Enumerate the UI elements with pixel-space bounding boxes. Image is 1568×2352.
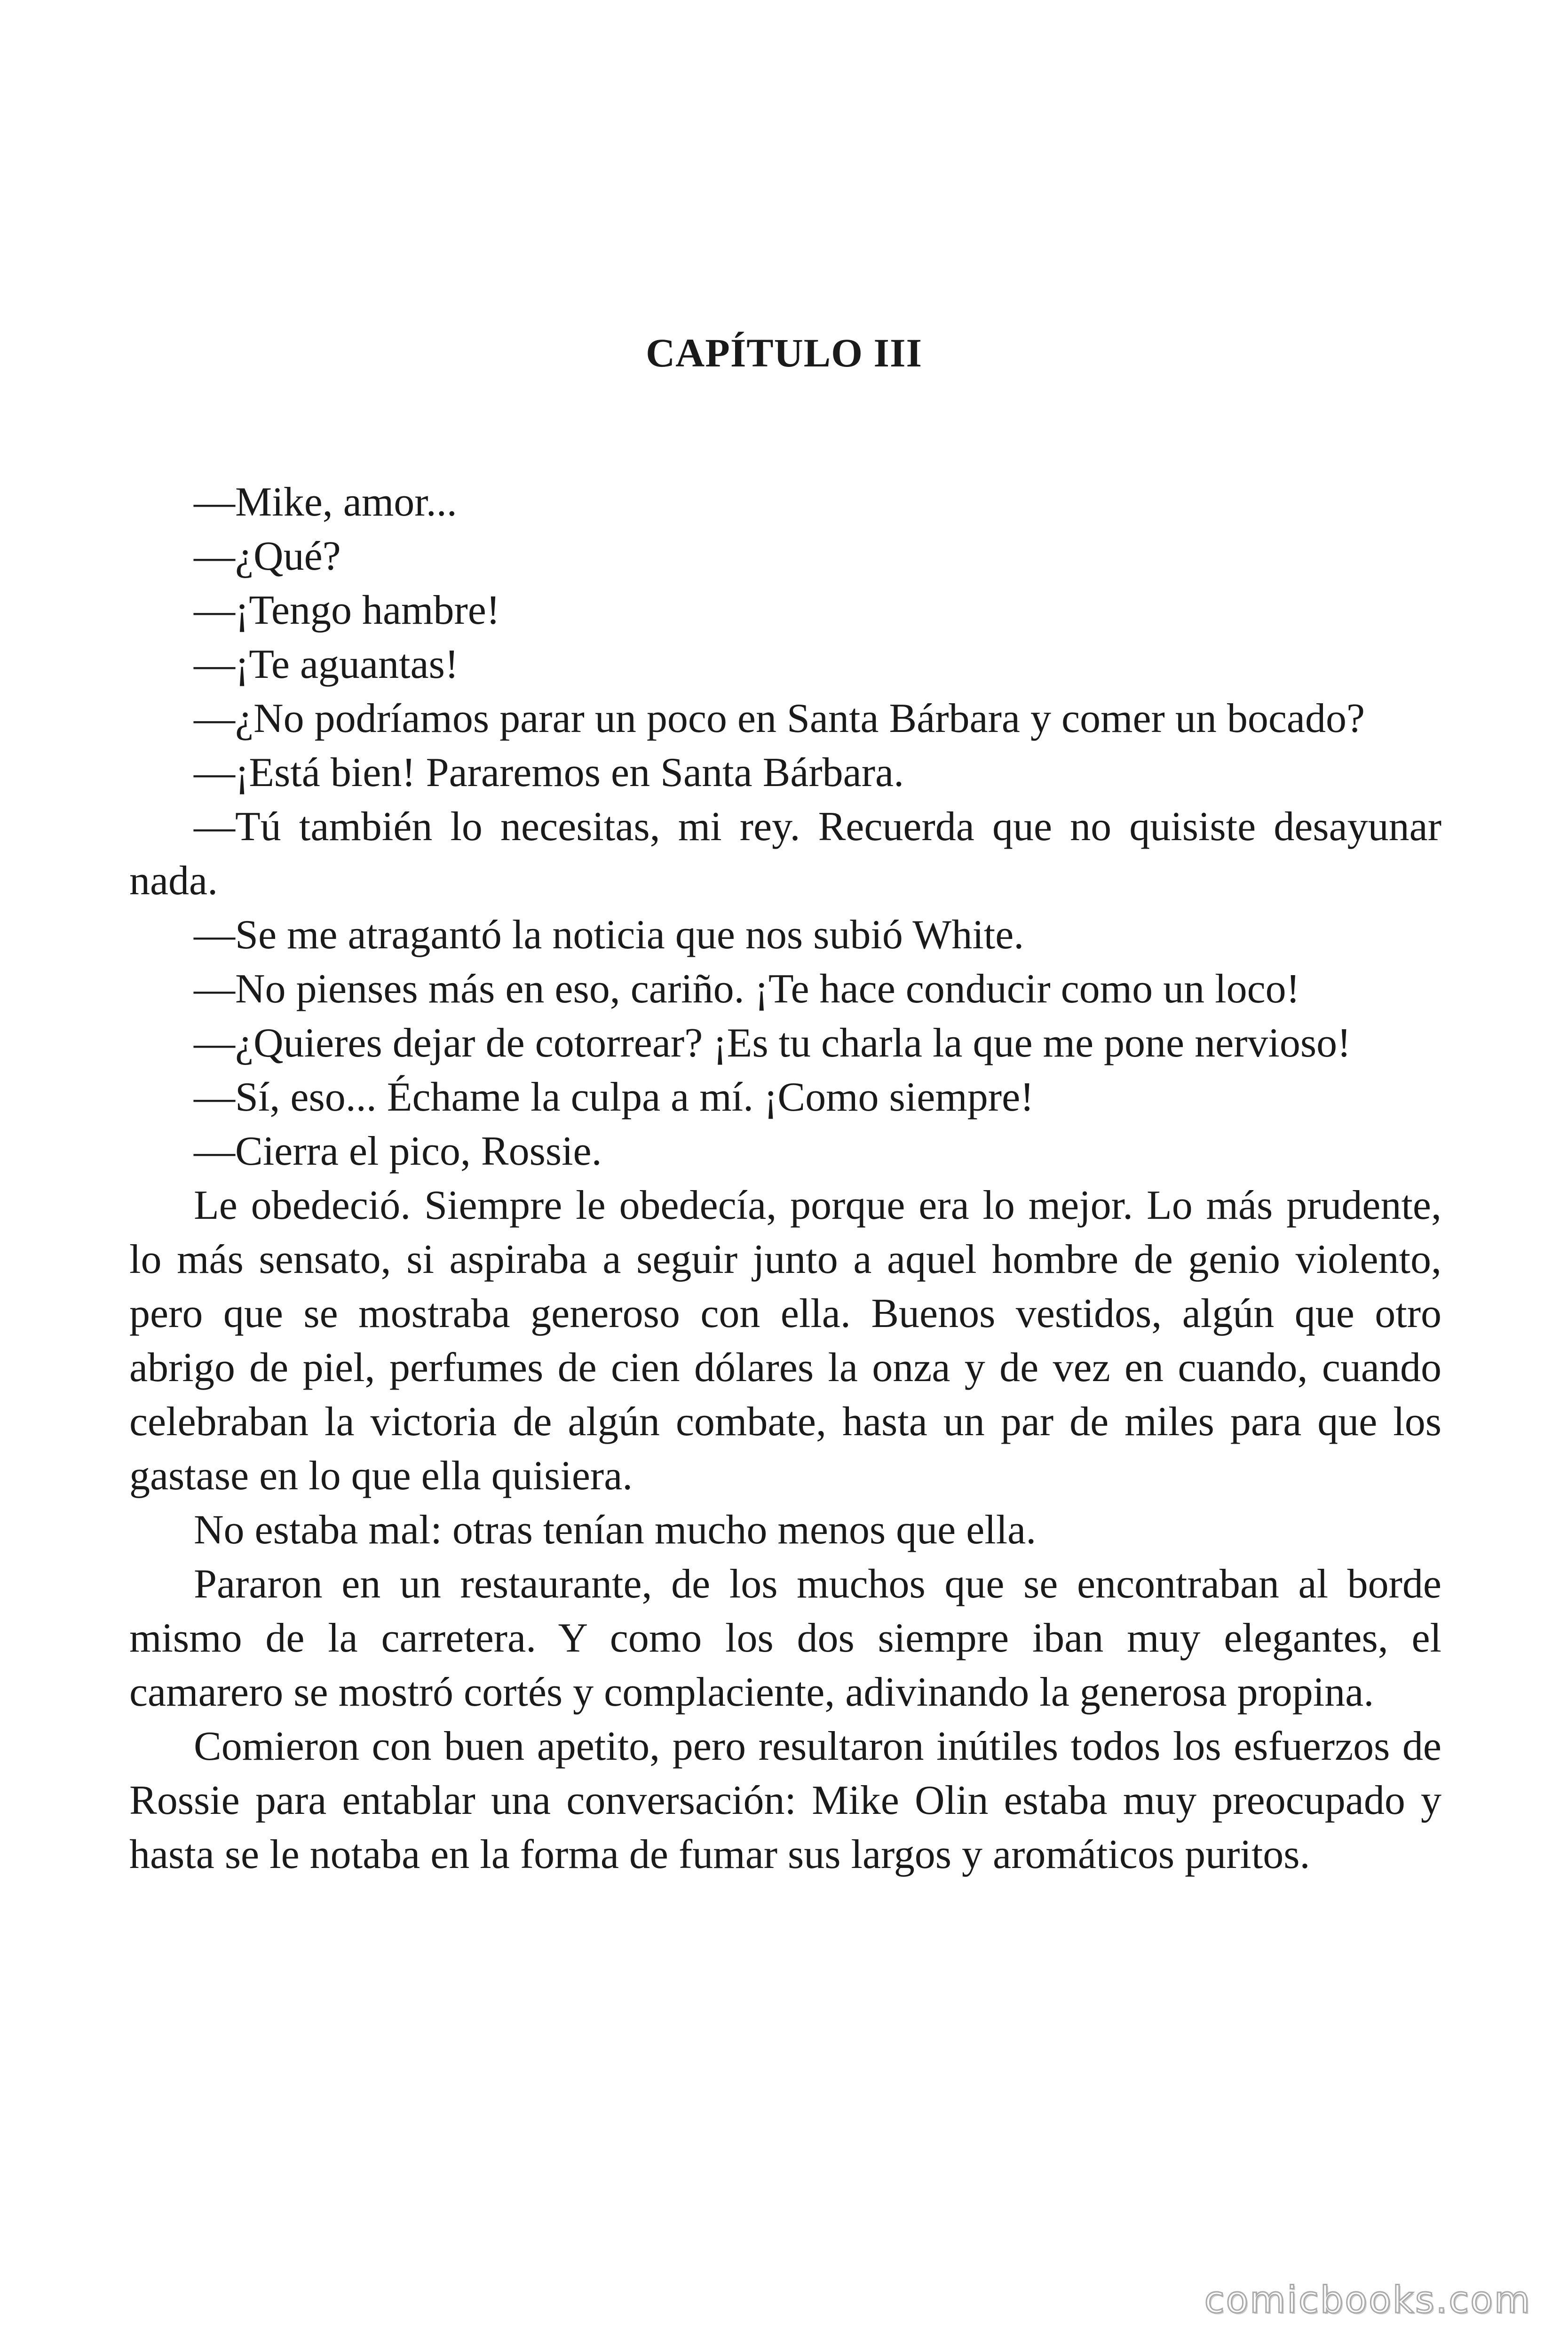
paragraph: —No pienses más en eso, cariño. ¡Te hace conducir como un loco! [194,966,1300,1012]
paragraph: —¿Quieres dejar de cotorrear? ¡Es tu charla la que me pone nervioso! [194,1020,1351,1066]
paragraph: —¡Te aguantas! [194,642,459,687]
paragraph: —Tú también lo necesitas, mi rey. Recuerda que no quisiste desayunar nada. [129,804,1441,904]
paragraph: —Sí, eso... Échame la culpa a mí. ¡Como siempre! [194,1074,1034,1120]
paragraph: —¡Está bien! Pararemos en Santa Bárbara. [194,750,904,795]
chapter-title: CAPÍTULO III [646,330,922,375]
paragraph: —¿Qué? [194,533,341,579]
paragraph: Comieron con buen apetito, pero resultaron inútiles todos los esfuerzos de Rossie para entablar una conversación: Mike Olin estaba muy preocupado y hasta se le notaba en la forma de fumar sus largos y aromáticos puritos. [129,1724,1441,1877]
paragraph: —Se me atragantó la noticia que nos subió White. [194,912,1024,958]
watermark: comicbooks.com [1204,2279,1531,2321]
paragraph: —Cierra el pico, Rossie. [194,1128,602,1174]
paragraph: Pararon en un restaurante, de los muchos que se encontraban al borde mismo de la carretera. Y como los dos siempre iban muy elegantes, el camarero se mostró cortés y complaciente, adivinando la generosa propina. [129,1561,1441,1715]
chapter-body [129,475,1441,1882]
paragraph: —¿No podríamos parar un poco en Santa Bárbara y comer un bocado? [194,696,1365,741]
paragraph: Le obedeció. Siempre le obedecía, porque era lo mejor. Lo más prudente, lo más sensato, si aspiraba a seguir junto a aquel hombre de genio violento, pero que se mostraba generoso con ella. Buenos vestidos, algún que otro abrigo de piel, perfumes de cien dólares la onza y de vez en cuando, cuando celebraban la victoria de algún combate, hasta un par de miles para que los gastase en lo que ella quisiera. [129,1183,1441,1499]
paragraph: —¡Tengo hambre! [194,588,500,633]
paragraph: —Mike, amor... [194,479,457,525]
paragraph: No estaba mal: otras tenían mucho menos que ella. [194,1507,1037,1553]
